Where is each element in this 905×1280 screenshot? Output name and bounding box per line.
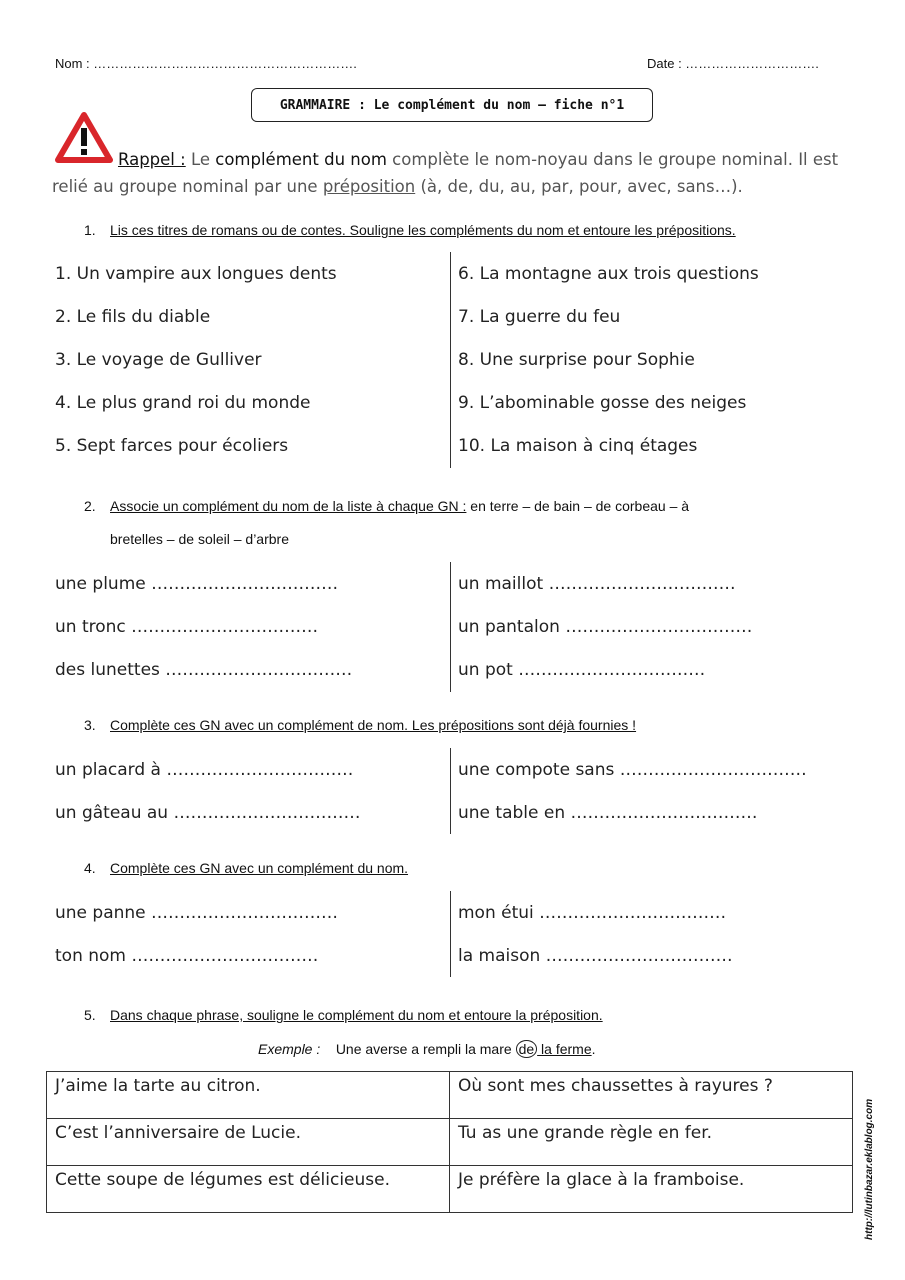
- ex1-left-5: 5. Sept farces pour écoliers: [55, 436, 289, 456]
- ex2-right-2: un pantalon ……………………………: [458, 617, 753, 637]
- ex2-number: 2.: [84, 498, 96, 514]
- ex4-right-2: la maison ……………………………: [458, 946, 733, 966]
- ex3-right-1: une compote sans ……………………………: [458, 760, 807, 780]
- ex2-left-3: des lunettes ……………………………: [55, 660, 353, 680]
- table-row: [47, 1072, 853, 1119]
- ex4-number: 4.: [84, 860, 96, 876]
- sentence-cell: Où sont mes chaussettes à rayures ?: [450, 1072, 853, 1119]
- rappel-text-2: complète le nom-noyau dans le groupe nominal. Il est relié au groupe nominal par une: [52, 150, 839, 196]
- ex1-divider: [450, 252, 451, 468]
- ex3-instruction: Complète ces GN avec un complément de nom. Les prépositions sont déjà fournies !: [110, 717, 637, 733]
- ex1-heading: [84, 222, 736, 238]
- rappel-paragraph: [52, 146, 868, 200]
- ex4-right-1: mon étui ……………………………: [458, 903, 727, 923]
- name-field: Nom : …………………………………………………….: [55, 56, 357, 71]
- ex1-right-4: 9. L’abominable gosse des neiges: [458, 393, 747, 413]
- ex3-left-2: un gâteau au ……………………………: [55, 803, 361, 823]
- ex2-instruction: Associe un complément du nom de la liste à chaque GN :: [110, 498, 467, 514]
- ex1-right-3: 8. Une surprise pour Sophie: [458, 350, 695, 370]
- ex5-instruction: Dans chaque phrase, souligne le complément du nom et entoure la préposition.: [110, 1007, 603, 1023]
- ex1-instruction: Lis ces titres de romans ou de contes. Souligne les compléments du nom et entoure les prépositions.: [110, 222, 736, 238]
- sentence-cell: Tu as une grande règle en fer.: [450, 1119, 853, 1166]
- ex1-left-1: 1. Un vampire aux longues dents: [55, 264, 337, 284]
- ex5-number: 5.: [84, 1007, 96, 1023]
- ex3-divider: [450, 748, 451, 834]
- example-end: .: [591, 1041, 596, 1057]
- sentence-cell: Je préfère la glace à la framboise.: [450, 1166, 853, 1213]
- rappel-term: complément du nom: [215, 150, 387, 169]
- ex2-right-3: un pot ……………………………: [458, 660, 706, 680]
- example-complement: la ferme: [537, 1041, 592, 1057]
- table-row: [47, 1119, 853, 1166]
- example-label: Exemple :: [258, 1041, 321, 1057]
- example-text: Une averse a rempli la mare: [335, 1041, 516, 1057]
- ex5-sentence-table: [46, 1071, 853, 1213]
- ex1-left-4: 4. Le plus grand roi du monde: [55, 393, 311, 413]
- ex4-left-2: ton nom ……………………………: [55, 946, 319, 966]
- sentence-cell: Cette soupe de légumes est délicieuse.: [47, 1166, 450, 1213]
- ex2-left-2: un tronc ……………………………: [55, 617, 319, 637]
- ex3-left-1: un placard à ……………………………: [55, 760, 354, 780]
- ex4-instruction: Complète ces GN avec un complément du nom.: [110, 860, 409, 876]
- rappel-preposition: préposition: [322, 177, 416, 196]
- ex2-heading: [84, 498, 689, 514]
- ex5-example: [258, 1041, 596, 1057]
- rappel-text-3: (à, de, du, au, par, pour, avec, sans…).: [415, 177, 743, 196]
- example-preposition: de: [516, 1040, 538, 1058]
- ex1-right-2: 7. La guerre du feu: [458, 307, 621, 327]
- rappel-text-1: Le: [185, 150, 216, 169]
- ex1-number: 1.: [84, 222, 96, 238]
- ex2-divider: [450, 562, 451, 692]
- ex4-heading: [84, 860, 408, 876]
- ex2-list-line2: bretelles – de soleil – d’arbre: [110, 531, 289, 547]
- worksheet-title: GRAMMAIRE : Le complément du nom – fiche n°1: [251, 88, 653, 122]
- ex2-list-line1: en terre – de bain – de corbeau – à: [466, 498, 690, 514]
- ex3-right-2: une table en ……………………………: [458, 803, 758, 823]
- ex3-number: 3.: [84, 717, 96, 733]
- ex1-left-2: 2. Le fils du diable: [55, 307, 211, 327]
- ex1-right-1: 6. La montagne aux trois questions: [458, 264, 759, 284]
- ex1-right-5: 10. La maison à cinq étages: [458, 436, 698, 456]
- ex4-left-1: une panne ……………………………: [55, 903, 339, 923]
- table-row: [47, 1166, 853, 1213]
- ex5-heading: [84, 1007, 603, 1023]
- sentence-cell: C’est l’anniversaire de Lucie.: [47, 1119, 450, 1166]
- ex2-left-1: une plume ……………………………: [55, 574, 339, 594]
- date-field: Date : ………………………….: [647, 56, 819, 71]
- ex1-left-3: 3. Le voyage de Gulliver: [55, 350, 262, 370]
- ex3-heading: [84, 717, 636, 733]
- ex4-divider: [450, 891, 451, 977]
- sentence-cell: J’aime la tarte au citron.: [47, 1072, 450, 1119]
- ex2-right-1: un maillot ……………………………: [458, 574, 736, 594]
- rappel-label: Rappel :: [118, 150, 186, 169]
- source-url: http://lutinbazar.eklablog.com: [864, 1098, 875, 1240]
